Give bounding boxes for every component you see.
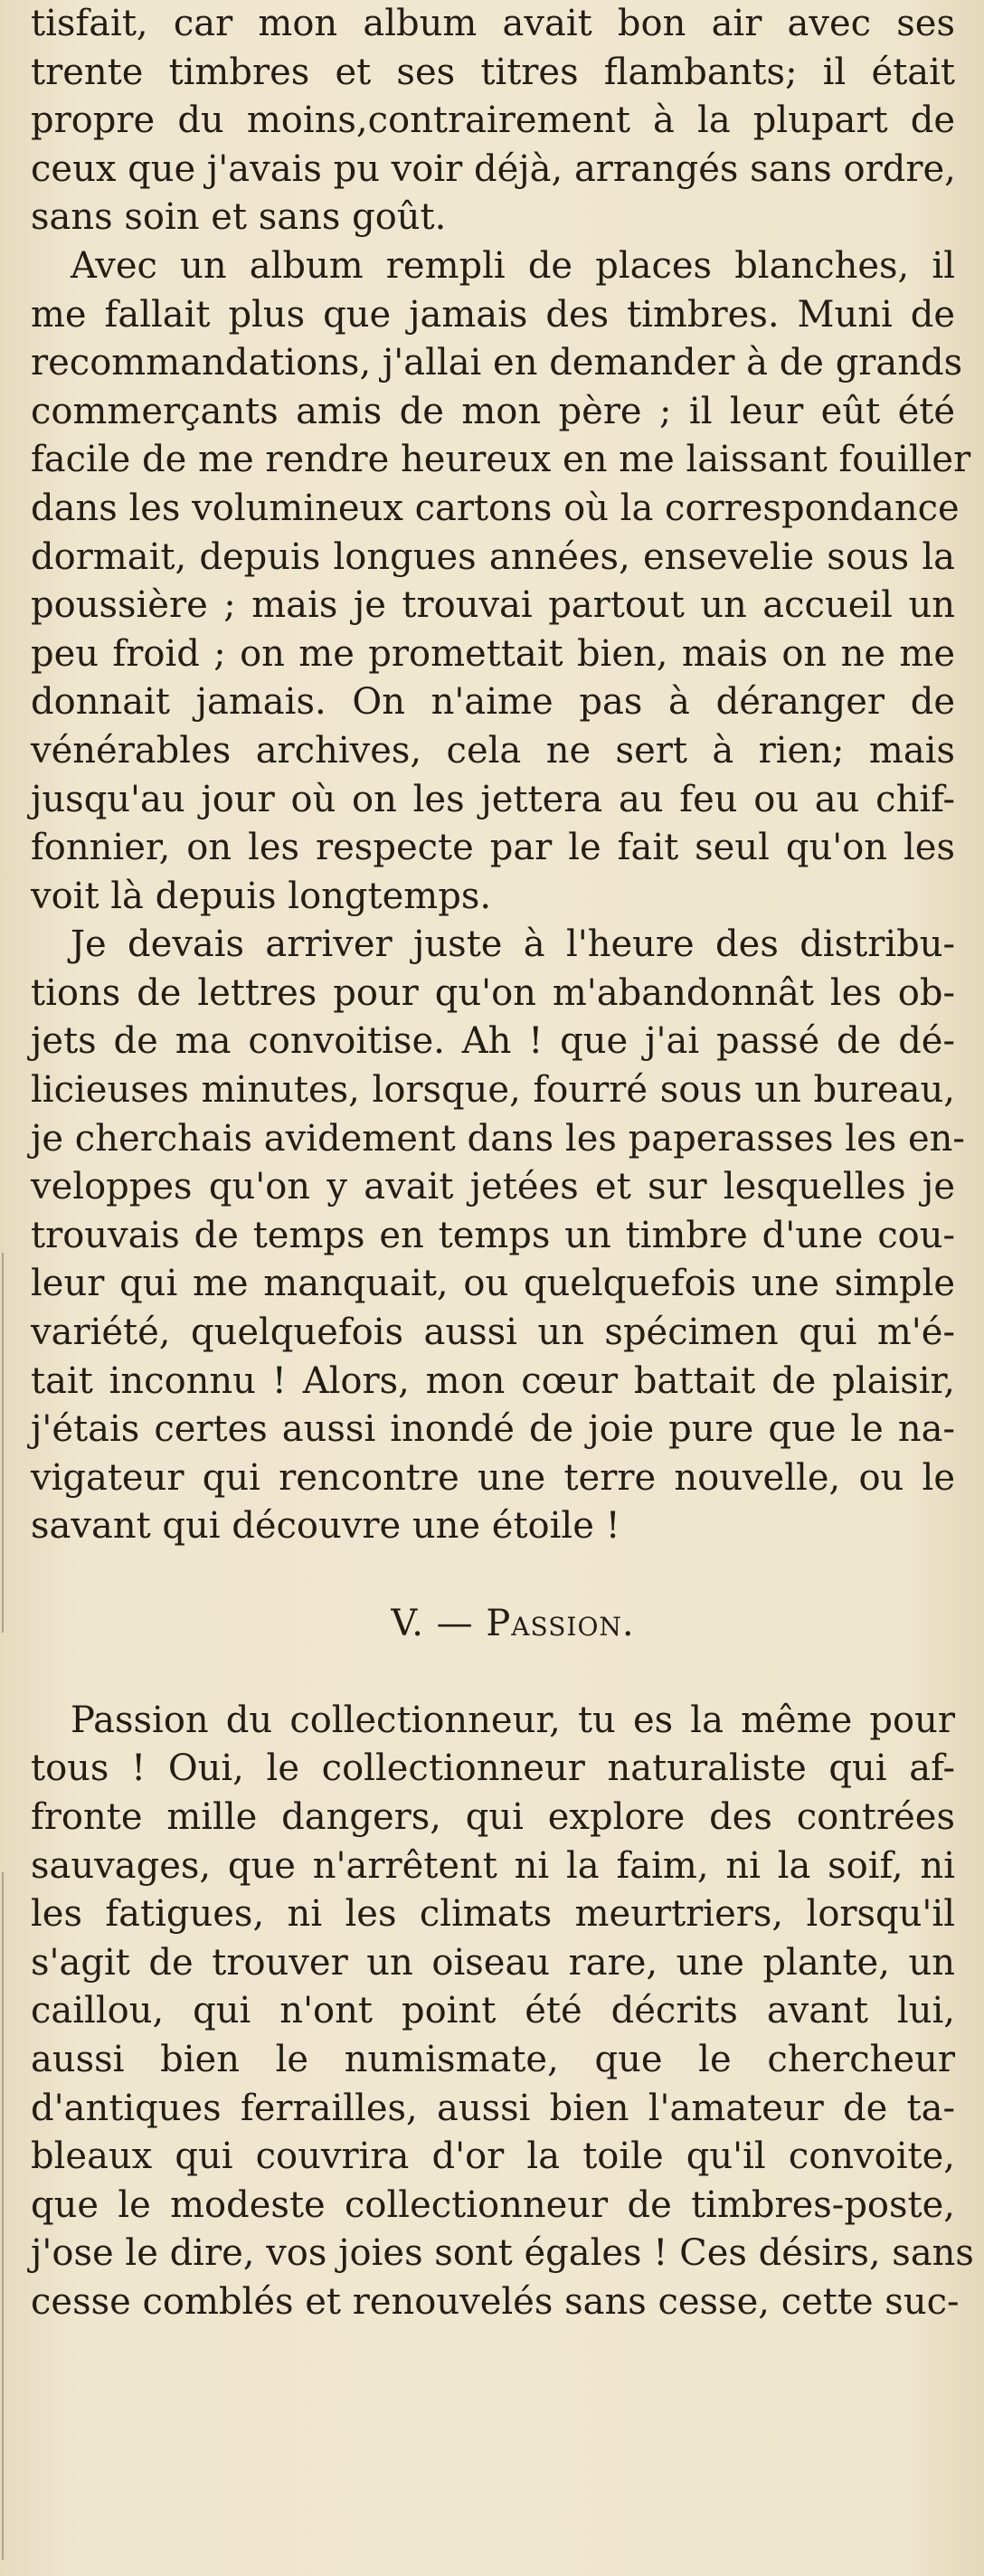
- text-line: voit là depuis longtemps.: [31, 875, 492, 917]
- text-line: propre du moins,contrairement à la plupart de: [31, 99, 955, 142]
- text-line: Je devais arriver juste à l'heure des distribu-: [71, 923, 955, 966]
- text-line: aussi bien le numismate, que le chercheur: [31, 2038, 955, 2080]
- paragraph-3: [31, 921, 965, 1551]
- text-line: bleaux qui couvrira d'or la toile qu'il convoite,: [31, 2136, 955, 2178]
- text-line: donnait jamais. On n'aime pas à déranger de: [31, 681, 955, 724]
- paragraph-4: [31, 1697, 974, 2327]
- text-line: ceux que j'avais pu voir déjà, arrangés sans ordre,: [31, 147, 956, 190]
- text-line: les fatigues, ni les climats meurtriers, lorsqu'il: [31, 1893, 955, 1936]
- text-line: sans soin et sans goût.: [31, 196, 447, 239]
- text-line: j'ose le dire, vos joies sont égales ! Ces désirs, sans: [31, 2232, 974, 2275]
- text-line: commerçants amis de mon père ; il leur eût été: [31, 390, 955, 432]
- text-line: variété, quelquefois aussi un spécimen qui m'é-: [31, 1312, 955, 1354]
- text-line: me fallait plus que jamais des timbres. Muni de: [31, 293, 955, 336]
- text-column: [31, 0, 974, 2327]
- text-line: vénérables archives, cela ne sert à rien; mais: [31, 729, 955, 772]
- text-line: recommandations, j'allai en demander à de grands: [31, 342, 963, 384]
- section-number: V. —: [391, 1602, 474, 1644]
- margin-rule-lower: [2, 1872, 4, 2560]
- text-line: fonnier, on les respecte par le fait seul qu'on les: [31, 827, 955, 869]
- text-line: d'antiques ferrailles, aussi bien l'amateur de ta-: [31, 2087, 955, 2129]
- text-line: facile de me rendre heureux en me laissant fouiller: [31, 439, 971, 481]
- paragraph-1: [31, 0, 955, 242]
- text-line: sauvages, que n'arrêtent ni la faim, ni la soif, ni: [31, 1844, 955, 1887]
- text-line: trente timbres et ses titres flambants; il était: [31, 51, 955, 93]
- text-line: cesse comblés et renouvelés sans cesse, cette suc-: [31, 2280, 960, 2323]
- text-line: veloppes qu'on y avait jetées et sur lesquelles je: [31, 1166, 955, 1208]
- text-line: leur qui me manquait, ou quelquefois une simple: [31, 1263, 955, 1305]
- section-title: Passion.: [486, 1602, 635, 1644]
- text-line: fronte mille dangers, qui explore des contrées: [31, 1795, 955, 1838]
- text-line: dans les volumineux cartons où la correspondance: [31, 487, 960, 529]
- text-line: jets de ma convoitise. Ah ! que j'ai passé de dé-: [31, 1020, 955, 1063]
- text-line: trouvais de temps en temps un timbre d'une cou-: [31, 1214, 955, 1256]
- text-line: caillou, qui n'ont point été décrits avant lui,: [31, 1990, 955, 2032]
- text-line: tait inconnu ! Alors, mon cœur battait de plaisir,: [31, 1359, 955, 1402]
- section-heading: [31, 1600, 955, 1649]
- text-line: Avec un album rempli de places blanches, il: [71, 244, 955, 287]
- text-line: tous ! Oui, le collectionneur naturaliste qui af-: [31, 1747, 955, 1790]
- text-line: jusqu'au jour où on les jettera au feu ou au chif-: [31, 778, 955, 820]
- text-line: tions de lettres pour qu'on m'abandonnât les ob-: [31, 971, 955, 1014]
- text-line: que le modeste collectionneur de timbres-poste,: [31, 2183, 955, 2226]
- text-line: savant qui découvre une étoile !: [31, 1505, 620, 1548]
- margin-rule-upper: [2, 1253, 4, 1633]
- text-line: licieuses minutes, lorsque, fourré sous un bureau,: [31, 1069, 955, 1112]
- text-line: dormait, depuis longues années, ensevelie sous la: [31, 535, 955, 578]
- text-line: poussière ; mais je trouvai partout un accueil un: [31, 584, 955, 627]
- text-line: peu froid ; on me promettait bien, mais on ne me: [31, 632, 955, 675]
- text-line: Passion du collectionneur, tu es la même pour: [71, 1699, 955, 1741]
- text-line: s'agit de trouver un oiseau rare, une plante, un: [31, 1941, 955, 1984]
- section-spacer: [31, 1551, 955, 1600]
- paragraph-2: [31, 242, 971, 921]
- text-line: tisfait, car mon album avait bon air avec ses: [31, 3, 955, 44]
- text-line: je cherchais avidement dans les paperasses les en-: [31, 1117, 965, 1160]
- text-line: j'étais certes aussi inondé de joie pure que le na-: [31, 1408, 955, 1451]
- text-line: vigateur qui rencontre une terre nouvelle, ou le: [31, 1456, 955, 1499]
